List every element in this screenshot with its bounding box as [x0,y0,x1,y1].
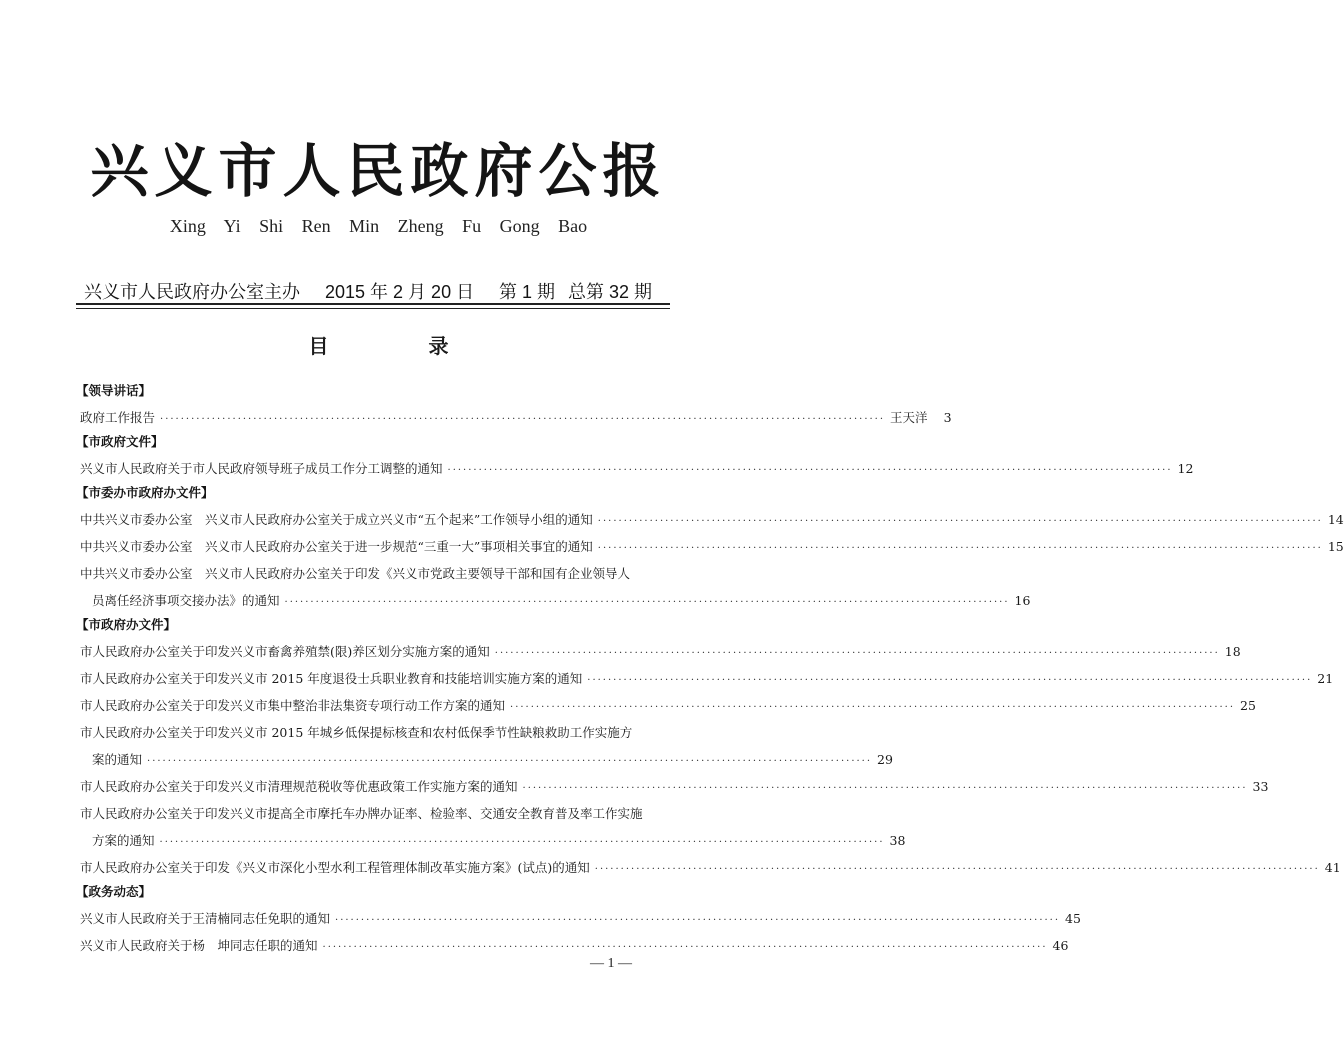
toc-entry-page: 15 [1327,539,1344,554]
toc-entry[interactable] [80,587,1031,614]
issue-date: 2015 年 2 月 20 日 [325,282,475,302]
dot-leader: ············································································································································ [522,783,1248,794]
toc-entry[interactable] [80,773,1269,800]
dot-leader: ············································································································································ [284,597,1010,608]
toc-entry[interactable] [80,692,1256,719]
dot-leader: ············································································································································ [594,864,1320,875]
toc-entry[interactable] [80,665,1334,692]
dot-leader: ············································································································································ [159,837,885,848]
masthead-rule-thick [76,303,670,305]
dot-leader: ············································································································································ [597,543,1323,554]
toc-entry-page: 18 [1224,644,1241,659]
toc-entry-page: 12 [1177,461,1194,476]
toc-entry-title-line[interactable]: 市人民政府办公室关于印发兴义市 2015 年城乡低保提标核查和农村低保季节性缺粮救助工作实施方 [80,725,633,740]
toc-entry-title: 兴义市人民政府关于王清楠同志任免职的通知 [80,911,331,926]
masthead-rule-thin [76,308,670,309]
toc-entry[interactable] [80,827,906,854]
toc-entry-title: 案的通知 [92,752,143,767]
toc-entry-page: 45 [1065,911,1081,926]
toc-heading: 目 录 [308,334,489,358]
toc-entry-page: 41 [1324,860,1341,875]
dot-leader: ············································································································································ [597,516,1323,527]
toc-entry-title-line[interactable]: 市人民政府办公室关于印发兴义市提高全市摩托车办牌办证率、检验率、交通安全教育普及率工作实施 [80,806,643,821]
issue-number: 第 1 期 [499,282,556,302]
toc-entry-title-line[interactable]: 中共兴义市委办公室 兴义市人民政府办公室关于印发《兴义市党政主要领导干部和国有企业领导人 [80,566,631,581]
toc-section-heading: 【市政府文件】 [76,434,164,449]
dot-leader: ············································································································································ [322,942,1048,953]
dot-leader: ············································································································································ [147,756,873,767]
toc-entry-title: 兴义市人民政府关于市人民政府领导班子成员工作分工调整的通知 [80,461,443,476]
dot-leader: ············································································································································ [494,648,1220,659]
toc-section-heading: 【市政府办文件】 [76,617,177,632]
toc-entry-title: 市人民政府办公室关于印发兴义市 2015 年度退役士兵职业教育和技能培训实施方案的通知 [80,671,583,686]
dot-leader: ············································································································································ [447,465,1173,476]
toc-entry[interactable] [80,455,1194,482]
toc-entry-title: 市人民政府办公室关于印发《兴义市深化小型水利工程管理体制改革实施方案》(试点)的通知 [80,860,590,875]
journal-title: 兴义市人民政府公报 [90,137,667,205]
toc-entry-title: 方案的通知 [92,833,155,848]
publisher: 兴义市人民政府办公室主办 [84,282,300,302]
toc-entry-page: 3 [943,410,952,425]
toc-entry[interactable] [80,638,1241,665]
toc-entry[interactable] [80,932,1069,959]
toc-entry-title: 市人民政府办公室关于印发兴义市畜禽养殖禁(限)养区划分实施方案的通知 [80,644,490,659]
toc-entry[interactable] [80,404,952,431]
toc-entry-title: 政府工作报告 [80,410,156,425]
toc-entry-author: 王天洋 [890,410,928,425]
dot-leader: ············································································································································ [510,702,1236,713]
dot-leader: ············································································································································ [160,414,886,425]
total-issue-number: 总第 32 期 [568,282,653,302]
toc-entry-title: 市人民政府办公室关于印发兴义市清理规范税收等优惠政策工作实施方案的通知 [80,779,518,794]
toc-entry-title: 中共兴义市委办公室 兴义市人民政府办公室关于成立兴义市“五个起来”工作领导小组的通知 [80,512,593,527]
toc-entry-page: 21 [1317,671,1334,686]
toc-entry[interactable] [80,506,1344,533]
table-of-contents [76,380,1344,959]
toc-entry-page: 33 [1252,779,1269,794]
journal-pinyin: Xing Yi Shi Ren Min Zheng Fu Gong Bao [169,216,588,236]
toc-section-heading: 【领导讲话】 [76,383,152,398]
toc-entry[interactable] [80,905,1081,932]
toc-section-heading: 【政务动态】 [76,884,152,899]
toc-entry-title: 员离任经济事项交接办法》的通知 [92,593,280,608]
dot-leader: ············································································································································ [587,675,1313,686]
toc-entry[interactable] [80,854,1341,881]
toc-entry-page: 38 [889,833,906,848]
toc-entry[interactable] [80,746,893,773]
toc-entry-page: 16 [1014,593,1031,608]
toc-section-heading: 【市委办市政府办文件】 [76,485,214,500]
masthead [84,278,668,302]
toc-entry-title: 兴义市人民政府关于杨 坤同志任职的通知 [80,938,318,953]
toc-entry-page: 46 [1052,938,1069,953]
page-number: — 1 — [590,956,632,971]
toc-entry-title: 中共兴义市委办公室 兴义市人民政府办公室关于进一步规范“三重一大”事项相关事宜的通知 [80,539,593,554]
toc-entry-page: 14 [1327,512,1344,527]
toc-entry-title: 市人民政府办公室关于印发兴义市集中整治非法集资专项行动工作方案的通知 [80,698,506,713]
toc-entry-page: 29 [877,752,893,767]
toc-entry-page: 25 [1240,698,1256,713]
toc-entry[interactable] [80,533,1344,560]
dot-leader: ············································································································································ [335,915,1061,926]
